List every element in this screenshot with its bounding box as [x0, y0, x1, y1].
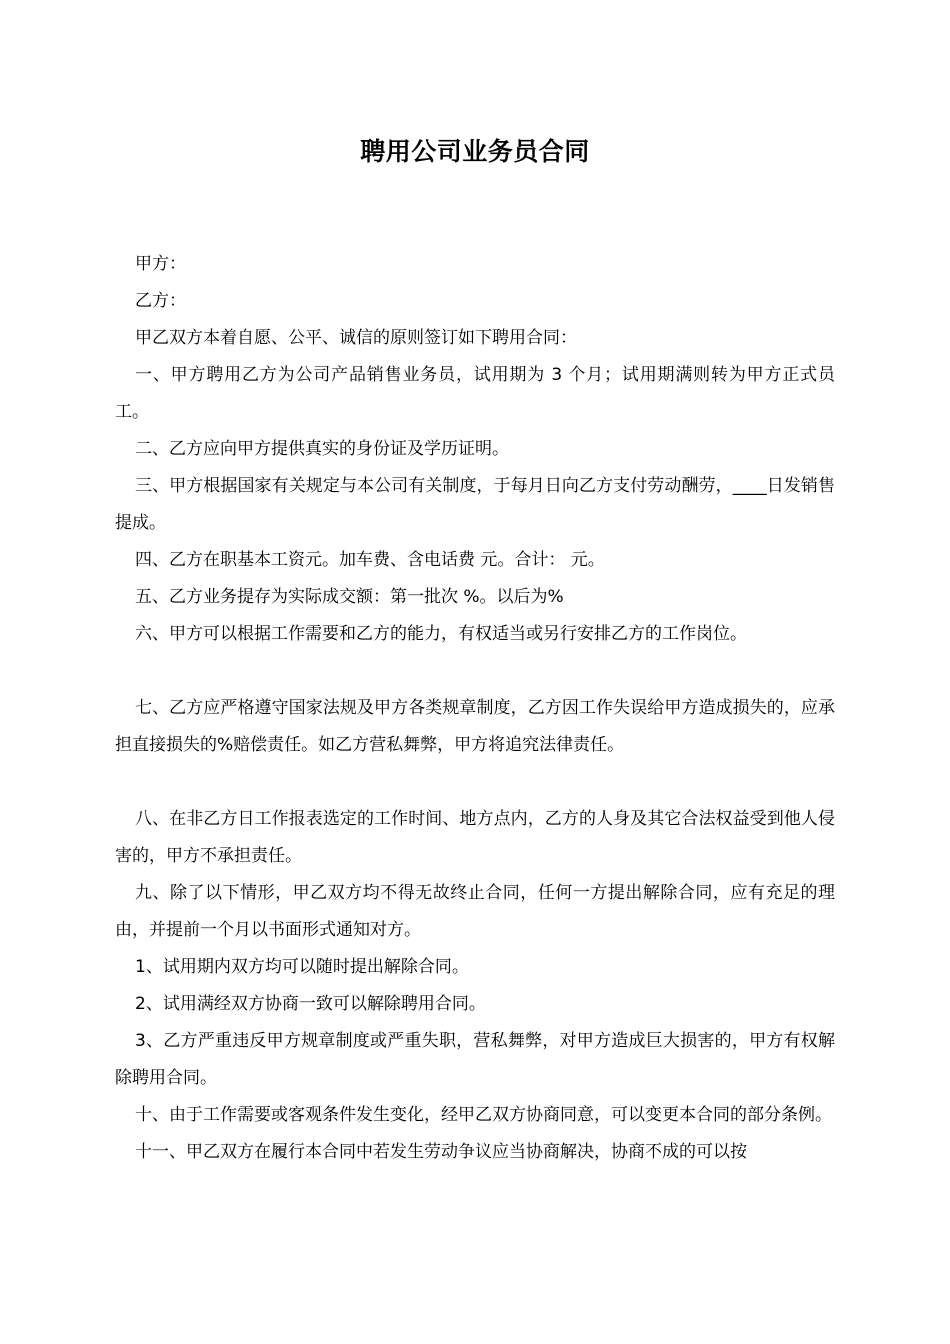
clause-9-item-1: 1、试用期内双方均可以随时提出解除合同。: [135, 957, 469, 977]
clause-5: 五、乙方业务提存为实际成交额：第一批次 %。以后为%: [135, 587, 564, 607]
document-body: [115, 246, 835, 1171]
clause-1: 一、甲方聘用乙方为公司产品销售业务员，试用期为 3 个月；试用期满则转为甲方正式员工。: [115, 365, 835, 422]
clause-3: 三、甲方根据国家有关规定与本公司有关制度，于每月日向乙方支付劳动酬劳，____日发销售提成。: [115, 476, 835, 533]
clause-2: 二、乙方应向甲方提供真实的身份证及学历证明。: [135, 439, 509, 459]
document-title: 聘用公司业务员合同: [360, 137, 590, 166]
clause-10: 十、由于工作需要或客观条件发生变化，经甲乙双方协商同意，可以变更本合同的部分条例。: [135, 1105, 832, 1125]
party-a-line: 甲方：: [135, 254, 186, 274]
clause-9: 九、除了以下情形，甲乙双方均不得无故终止合同，任何一方提出解除合同，应有充足的理由，并提前一个月以书面形式通知对方。: [115, 883, 835, 940]
clause-11: 十一、甲乙双方在履行本合同中若发生劳动争议应当协商解决，协商不成的可以按: [135, 1142, 747, 1162]
preamble-paragraph: 甲乙双方本着自愿、公平、诚信的原则签订如下聘用合同：: [135, 328, 577, 348]
clause-4: 四、乙方在职基本工资元。加车费、含电话费 元。合计： 元。: [135, 550, 605, 570]
clause-6: 六、甲方可以根据工作需要和乙方的能力，有权适当或另行安排乙方的工作岗位。: [135, 624, 747, 644]
party-b-line: 乙方：: [135, 291, 186, 311]
clause-9-item-3: 3、乙方严重违反甲方规章制度或严重失职，营私舞弊，对甲方造成巨大损害的，甲方有权解除聘用合同。: [115, 1031, 835, 1088]
clause-8: 八、在非乙方日工作报表选定的工作时间、地方点内，乙方的人身及其它合法权益受到他人侵害的，甲方不承担责任。: [115, 809, 835, 866]
clause-9-item-2: 2、试用满经双方协商一致可以解除聘用合同。: [135, 994, 486, 1014]
clause-7: 七、乙方应严格遵守国家法规及甲方各类规章制度，乙方因工作失误给甲方造成损失的，应承担直接损失的%赔偿责任。如乙方营私舞弊，甲方将追究法律责任。: [115, 698, 835, 755]
paragraph-spacer: [115, 653, 835, 690]
paragraph-spacer: [115, 764, 835, 801]
